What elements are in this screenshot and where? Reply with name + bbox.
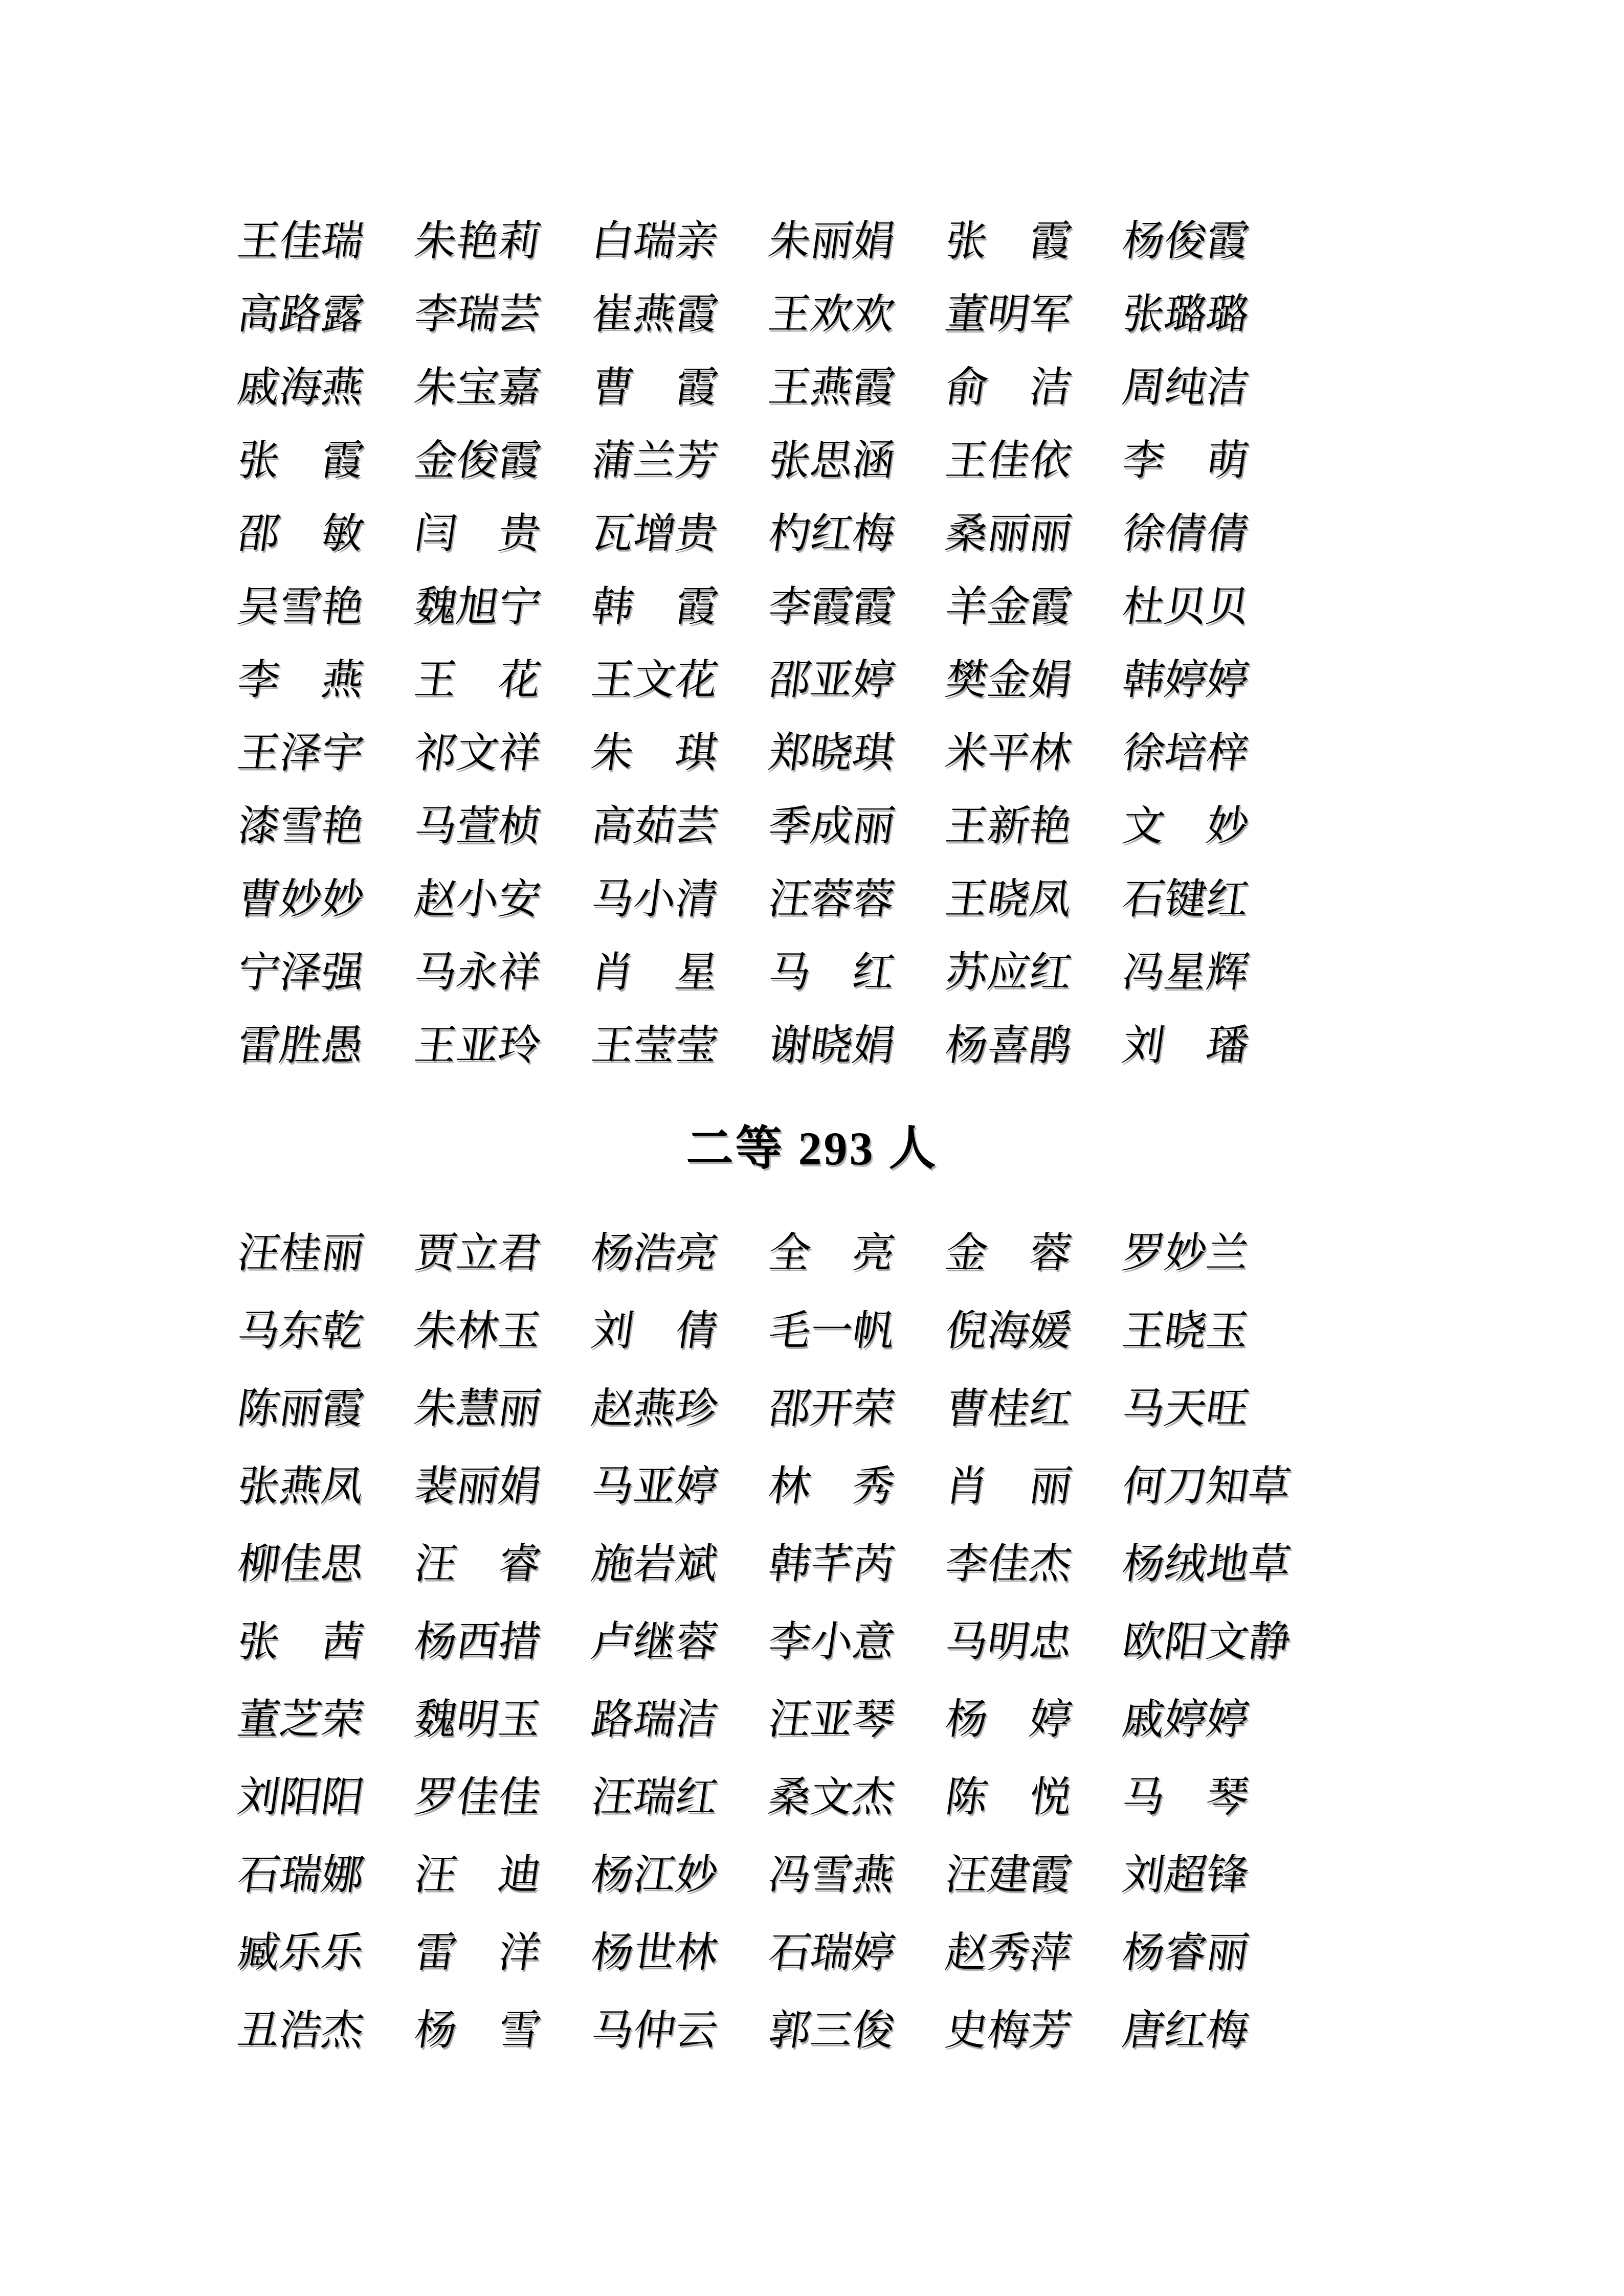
name-cell: 羊金霞 — [942, 583, 1075, 630]
name-cell: 陈丽霞 — [234, 1385, 367, 1432]
name-row — [234, 790, 1624, 863]
name-cell: 马小清 — [588, 875, 721, 922]
name-cell: 汪 迪 — [411, 1852, 544, 1898]
name-cell: 朱宝嘉 — [411, 364, 544, 411]
name-cell: 石瑞娜 — [234, 1852, 367, 1898]
name-cell: 徐培梓 — [1119, 729, 1252, 776]
name-cell: 张思涵 — [765, 437, 898, 484]
name-cell: 林 秀 — [765, 1463, 898, 1510]
name-cell: 石键红 — [1119, 875, 1252, 922]
name-row — [234, 863, 1624, 936]
name-cell: 杨 雪 — [411, 2007, 544, 2054]
name-cell: 蒲兰芳 — [588, 437, 721, 484]
name-cell: 谢晓娟 — [765, 1022, 898, 1069]
name-cell: 冯星辉 — [1119, 949, 1252, 996]
name-cell: 朱 琪 — [588, 729, 721, 776]
name-cell: 刘阳阳 — [234, 1774, 367, 1820]
name-cell: 董明军 — [942, 290, 1075, 337]
name-cell: 李佳杰 — [942, 1541, 1075, 1587]
name-cell: 王燕霞 — [765, 364, 898, 411]
name-cell: 张 霞 — [942, 217, 1075, 264]
name-cell: 马明忠 — [942, 1618, 1075, 1665]
name-cell: 王佳依 — [942, 437, 1075, 484]
name-cell: 罗妙兰 — [1119, 1230, 1252, 1276]
name-cell: 闫 贵 — [411, 510, 544, 557]
name-row — [234, 1009, 1624, 1082]
name-cell: 史梅芳 — [942, 2007, 1075, 2054]
name-row — [234, 351, 1624, 424]
name-cell: 贾立君 — [411, 1230, 544, 1276]
name-cell: 杓红梅 — [765, 510, 898, 557]
name-cell: 杨绒地草 — [1119, 1541, 1294, 1587]
name-cell: 欧阳文静 — [1119, 1618, 1294, 1665]
name-cell: 曹桂红 — [942, 1385, 1075, 1432]
name-row — [234, 1681, 1624, 1759]
name-cell: 张燕凤 — [234, 1463, 367, 1510]
name-row — [234, 1525, 1624, 1603]
name-cell: 高路露 — [234, 290, 367, 337]
name-cell: 汪 睿 — [411, 1541, 544, 1587]
name-row — [234, 278, 1624, 351]
name-cell: 裴丽娟 — [411, 1463, 544, 1510]
name-cell: 朱林玉 — [411, 1308, 544, 1354]
name-cell: 雷胜愚 — [234, 1022, 367, 1069]
name-cell: 杨浩亮 — [588, 1230, 721, 1276]
name-row — [234, 1914, 1624, 1992]
name-cell: 赵燕珍 — [588, 1385, 721, 1432]
name-cell: 王晓凤 — [942, 875, 1075, 922]
name-cell: 李瑞芸 — [411, 290, 544, 337]
name-cell: 杨睿丽 — [1119, 1929, 1252, 1976]
name-cell: 戚海燕 — [234, 364, 367, 411]
second-tier-name-list — [234, 1214, 1624, 2069]
name-cell: 郑晓琪 — [765, 729, 898, 776]
name-cell: 郭三俊 — [765, 2007, 898, 2054]
name-cell: 王亚玲 — [411, 1022, 544, 1069]
name-cell: 汪亚琴 — [765, 1696, 898, 1743]
name-cell: 朱丽娟 — [765, 217, 898, 264]
name-cell: 桑文杰 — [765, 1774, 898, 1820]
name-cell: 王欢欢 — [765, 290, 898, 337]
name-cell: 魏旭宁 — [411, 583, 544, 630]
name-row — [234, 1759, 1624, 1836]
name-cell: 瓦增贵 — [588, 510, 721, 557]
name-cell: 刘超锋 — [1119, 1852, 1252, 1898]
name-cell: 韩 霞 — [588, 583, 721, 630]
name-cell: 崔燕霞 — [588, 290, 721, 337]
name-cell: 冯雪燕 — [765, 1852, 898, 1898]
name-cell: 石瑞婷 — [765, 1929, 898, 1976]
name-cell: 马仲云 — [588, 2007, 721, 2054]
name-cell: 施岩斌 — [588, 1541, 721, 1587]
name-cell: 全 亮 — [765, 1230, 898, 1276]
name-cell: 苏应红 — [942, 949, 1075, 996]
name-cell: 王晓玉 — [1119, 1308, 1252, 1354]
name-row — [234, 497, 1624, 570]
name-row — [234, 643, 1624, 716]
name-cell: 王莹莹 — [588, 1022, 721, 1069]
name-cell: 李 萌 — [1119, 437, 1252, 484]
name-cell: 肖 丽 — [942, 1463, 1075, 1510]
name-cell: 张 茜 — [234, 1618, 367, 1665]
name-cell: 李小意 — [765, 1618, 898, 1665]
name-cell: 金 蓉 — [942, 1230, 1075, 1276]
name-cell: 何刀知草 — [1119, 1463, 1294, 1510]
name-row — [234, 716, 1624, 790]
name-cell: 朱慧丽 — [411, 1385, 544, 1432]
name-cell: 高茹芸 — [588, 802, 721, 849]
name-cell: 张璐璐 — [1119, 290, 1252, 337]
name-cell: 徐倩倩 — [1119, 510, 1252, 557]
name-cell: 王佳瑞 — [234, 217, 367, 264]
name-row — [234, 1992, 1624, 2069]
name-cell: 董芝荣 — [234, 1696, 367, 1743]
name-cell: 吴雪艳 — [234, 583, 367, 630]
name-cell: 杜贝贝 — [1119, 583, 1252, 630]
name-cell: 杨喜鹃 — [942, 1022, 1075, 1069]
name-row — [234, 1370, 1624, 1448]
name-cell: 臧乐乐 — [234, 1929, 367, 1976]
name-cell: 曹妙妙 — [234, 875, 367, 922]
name-cell: 金俊霞 — [411, 437, 544, 484]
name-cell: 王新艳 — [942, 802, 1075, 849]
name-cell: 唐红梅 — [1119, 2007, 1252, 2054]
name-cell: 白瑞亲 — [588, 217, 721, 264]
name-cell: 陈 悦 — [942, 1774, 1075, 1820]
name-cell: 宁泽强 — [234, 949, 367, 996]
name-cell: 曹 霞 — [588, 364, 721, 411]
name-cell: 汪建霞 — [942, 1852, 1075, 1898]
name-cell: 罗佳佳 — [411, 1774, 544, 1820]
name-cell: 马 红 — [765, 949, 898, 996]
name-cell: 汪桂丽 — [234, 1230, 367, 1276]
name-cell: 李 燕 — [234, 656, 367, 703]
name-cell: 戚婷婷 — [1119, 1696, 1252, 1743]
name-cell: 樊金娟 — [942, 656, 1075, 703]
name-row — [234, 1292, 1624, 1370]
name-cell: 李霞霞 — [765, 583, 898, 630]
name-row — [234, 1836, 1624, 1914]
name-row — [234, 205, 1624, 278]
name-cell: 赵小安 — [411, 875, 544, 922]
name-cell: 柳佳思 — [234, 1541, 367, 1587]
name-cell: 汪蓉蓉 — [765, 875, 898, 922]
name-cell: 杨世林 — [588, 1929, 721, 1976]
name-cell: 桑丽丽 — [942, 510, 1075, 557]
name-cell: 杨 婷 — [942, 1696, 1075, 1743]
name-cell: 马 琴 — [1119, 1774, 1252, 1820]
name-cell: 汪瑞红 — [588, 1774, 721, 1820]
name-cell: 邵 敏 — [234, 510, 367, 557]
name-row — [234, 1603, 1624, 1681]
name-cell: 祁文祥 — [411, 729, 544, 776]
name-cell: 王 花 — [411, 656, 544, 703]
name-cell: 韩芊芮 — [765, 1541, 898, 1587]
name-cell: 雷 洋 — [411, 1929, 544, 1976]
name-cell: 俞 洁 — [942, 364, 1075, 411]
name-cell: 韩婷婷 — [1119, 656, 1252, 703]
name-cell: 漆雪艳 — [234, 802, 367, 849]
name-row — [234, 936, 1624, 1009]
name-cell: 魏明玉 — [411, 1696, 544, 1743]
second-tier-heading: 二等 293 人 — [686, 1122, 938, 1175]
name-cell: 马东乾 — [234, 1308, 367, 1354]
name-cell: 路瑞洁 — [588, 1696, 721, 1743]
name-cell: 王文花 — [588, 656, 721, 703]
name-cell: 季成丽 — [765, 802, 898, 849]
name-cell: 赵秀萍 — [942, 1929, 1075, 1976]
name-cell: 杨江妙 — [588, 1852, 721, 1898]
name-cell: 邵开荣 — [765, 1385, 898, 1432]
name-cell: 米平林 — [942, 729, 1075, 776]
name-cell: 杨俊霞 — [1119, 217, 1252, 264]
first-tier-name-list — [234, 0, 1624, 1082]
name-row — [234, 1448, 1624, 1525]
name-cell: 马天旺 — [1119, 1385, 1252, 1432]
name-cell: 马萱桢 — [411, 802, 544, 849]
name-cell: 倪海媛 — [942, 1308, 1075, 1354]
name-cell: 马亚婷 — [588, 1463, 721, 1510]
name-cell: 张 霞 — [234, 437, 367, 484]
name-cell: 毛一帆 — [765, 1308, 898, 1354]
name-cell: 朱艳莉 — [411, 217, 544, 264]
name-cell: 王泽宇 — [234, 729, 367, 776]
name-cell: 卢继蓉 — [588, 1618, 721, 1665]
name-cell: 文 妙 — [1119, 802, 1252, 849]
name-cell: 丑浩杰 — [234, 2007, 367, 2054]
name-cell: 刘 倩 — [588, 1308, 721, 1354]
name-cell: 邵亚婷 — [765, 656, 898, 703]
name-row — [234, 570, 1624, 643]
name-cell: 杨西措 — [411, 1618, 544, 1665]
name-cell: 肖 星 — [588, 949, 721, 996]
name-row — [234, 424, 1624, 497]
name-cell: 周纯洁 — [1119, 364, 1252, 411]
name-cell: 刘 璠 — [1119, 1022, 1252, 1069]
name-cell: 马永祥 — [411, 949, 544, 996]
name-row — [234, 1214, 1624, 1292]
